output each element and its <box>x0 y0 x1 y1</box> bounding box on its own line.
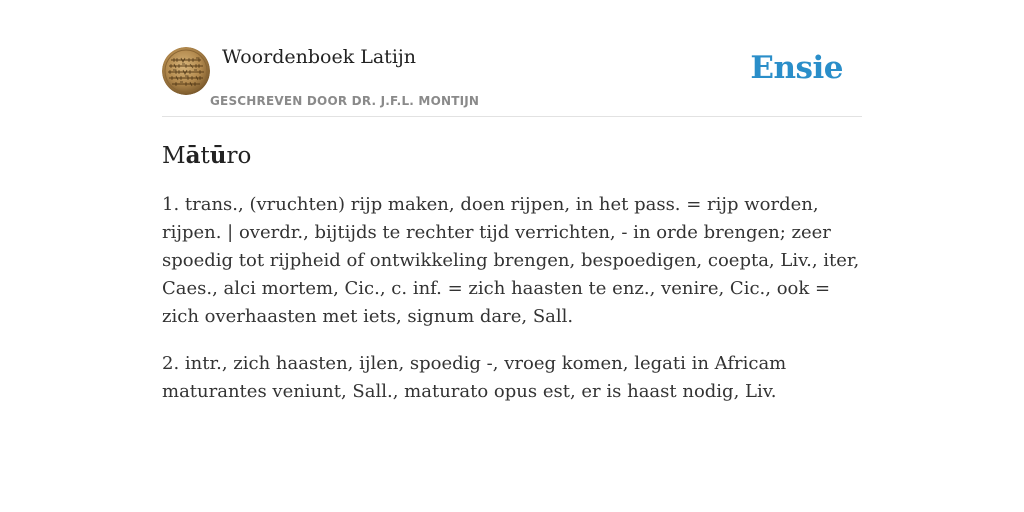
dictionary-entry <box>162 141 862 406</box>
latin-inscription-coin-icon[interactable] <box>162 47 210 95</box>
author-credit: GESCHREVEN DOOR DR. J.F.L. MONTIJN <box>210 94 480 108</box>
headword <box>162 141 862 171</box>
headword-part-long-vowel: ū <box>209 142 227 169</box>
headword-part: ro <box>226 143 252 169</box>
headword-part: t <box>200 143 210 169</box>
dictionary-title[interactable]: Woordenboek Latijn <box>222 46 417 68</box>
definition-2: 2. intr., zich haasten, ijlen, spoedig -, vroeg komen, legati in Africam maturantes veniunt, Sall., maturato opus est, er is haast nodig, Liv. <box>162 353 787 402</box>
header <box>162 0 862 117</box>
ensie-logo[interactable]: Ensie <box>750 50 843 86</box>
headword-part: M <box>162 143 186 169</box>
definition-1: 1. trans., (vruchten) rijp maken, doen rijpen, in het pass. = rijp worden, rijpen. | overdr., bijtijds te rechter tijd verrichten, - in orde brengen; zeer spoedig tot rijpheid of ontwikkeling brengen, bespoedigen, coepta, Liv., iter, Caes., alci mortem, Cic., c. inf. = zich haasten te enz., venire, Cic., ook = zich overhaasten met iets, signum dare, Sall. <box>162 194 860 327</box>
coin-icon-graphic <box>162 47 210 95</box>
headword-part-long-vowel: ā <box>185 142 201 169</box>
content-container <box>162 0 862 406</box>
